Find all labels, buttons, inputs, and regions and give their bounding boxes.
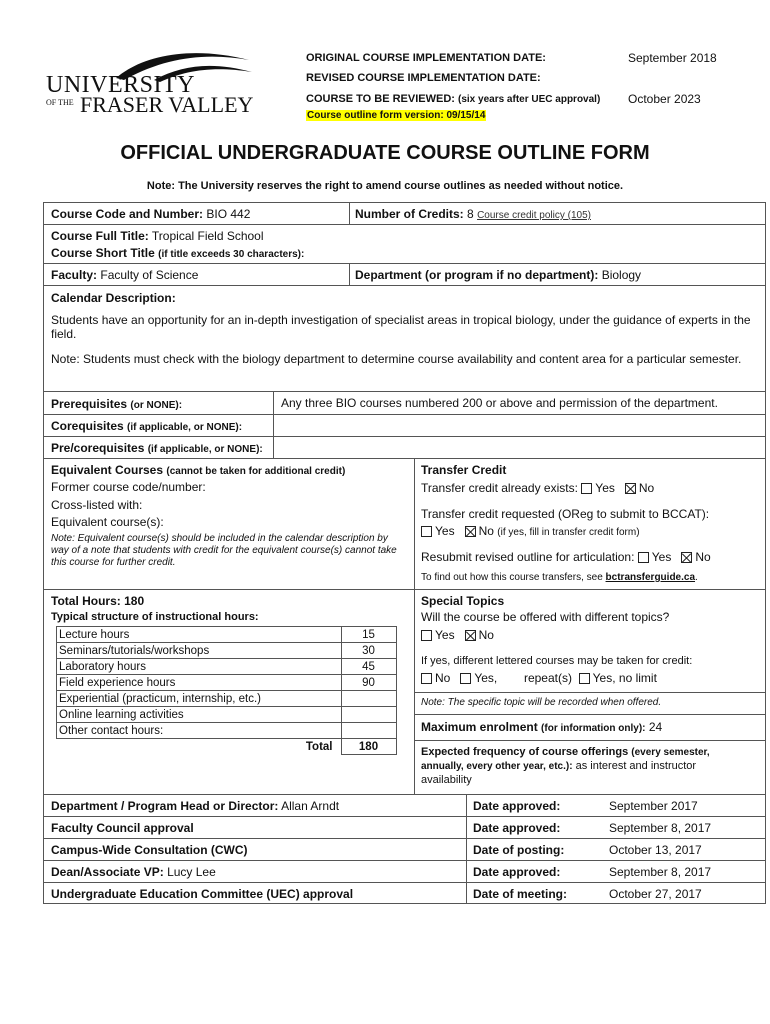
divider xyxy=(43,589,766,590)
transfer-exists-yes-checkbox[interactable] xyxy=(581,483,592,494)
precorequisites-note: (if applicable, or NONE): xyxy=(147,444,263,455)
divider xyxy=(43,882,766,883)
approval-date-value: September 8, 2017 xyxy=(609,865,712,879)
divider xyxy=(43,263,766,264)
approval-date-label: Date approved: xyxy=(473,821,561,835)
no-label: No xyxy=(478,628,494,642)
divider xyxy=(43,816,766,817)
amend-note: Note: The University reserves the right to amend course outlines as needed without notice. xyxy=(146,180,624,192)
yes-label: Yes xyxy=(435,524,455,538)
divider xyxy=(414,740,766,741)
review-label-note: (six years after UEC approval) xyxy=(458,94,601,105)
prerequisites-value: Any three BIO courses numbered 200 or above and permission of the department. xyxy=(281,396,718,410)
approval-date-value: October 27, 2017 xyxy=(609,887,702,901)
hours-table xyxy=(56,626,397,755)
approval-label: Undergraduate Education Committee (UEC) approval xyxy=(51,887,354,901)
divider xyxy=(43,860,766,861)
course-code xyxy=(51,207,250,221)
divider xyxy=(43,391,766,392)
hours-row xyxy=(57,643,397,659)
divider xyxy=(466,794,467,904)
revised-date-label: REVISED COURSE IMPLEMENTATION DATE: xyxy=(306,72,541,84)
review-date-value: October 2023 xyxy=(628,92,701,106)
max-enrolment-note: (for information only): xyxy=(541,723,646,734)
frequency-line1 xyxy=(421,746,710,758)
max-enrolment-value: 24 xyxy=(648,720,663,734)
resubmit-yes-checkbox[interactable] xyxy=(638,552,649,563)
divider xyxy=(43,794,766,795)
lettered-repeat-label: repeat(s) xyxy=(523,671,572,685)
approval-date-value: September 2017 xyxy=(609,799,698,813)
yes-label: Yes xyxy=(435,628,455,642)
faculty-label: Faculty: xyxy=(51,268,98,282)
divider xyxy=(414,714,766,715)
approval-date-label: Date approved: xyxy=(473,865,561,879)
hours-row xyxy=(57,691,397,707)
hours-row-label: Field experience hours xyxy=(57,675,342,691)
original-date-value: September 2018 xyxy=(628,51,717,65)
approval-date-value: September 8, 2017 xyxy=(609,821,712,835)
precorequisites-label: Pre/corequisites xyxy=(51,441,145,455)
no-label: No xyxy=(638,481,655,495)
special-topics-options xyxy=(421,628,494,642)
hours-row-value: 90 xyxy=(341,675,396,691)
corequisites-label: Corequisites xyxy=(51,419,124,433)
calendar-line2: field. xyxy=(51,327,77,341)
transfer-exists-no-checkbox[interactable] xyxy=(625,483,636,494)
hours-row-label: Laboratory hours xyxy=(57,659,342,675)
calendar-line1: Students have an opportunity for an in-depth investigation of specialist areas in tropical biology, under the guidance of experts in the xyxy=(51,313,751,327)
hours-total-label: Total xyxy=(305,740,333,753)
hours-row-value: 45 xyxy=(341,659,396,675)
full-title-value: Tropical Field School xyxy=(151,229,264,243)
resubmit-no-checkbox[interactable] xyxy=(681,552,692,563)
transfer-requested: Transfer credit requested (OReg to submit to BCCAT): xyxy=(421,507,710,521)
short-title-note: (if title exceeds 30 characters): xyxy=(158,249,305,260)
hours-row-value: 30 xyxy=(341,643,396,659)
logo-of-the: OF THE xyxy=(46,98,74,107)
frequency-note: (every semester, xyxy=(631,747,710,758)
approval-label: Faculty Council approval xyxy=(51,821,194,835)
prerequisites xyxy=(51,397,182,411)
equivalent-note-2: way of a note that students with credit for the equivalent course(s) cannot take xyxy=(51,545,397,556)
precorequisites xyxy=(51,441,263,455)
frequency-value: as interest and instructor xyxy=(575,760,697,772)
yes-label: Yes xyxy=(595,481,615,495)
lettered-nolimit-checkbox[interactable] xyxy=(579,673,590,684)
hours-row-value xyxy=(341,723,396,739)
approval-name: Lucy Lee xyxy=(167,865,216,879)
prerequisites-label: Prerequisites xyxy=(51,397,128,411)
approval-date-label: Date of meeting: xyxy=(473,887,568,901)
divider xyxy=(414,458,415,794)
transfer-if-yes-note: (if yes, fill in transfer credit form) xyxy=(497,527,640,538)
credits-value: 8 xyxy=(467,207,474,221)
hours-row xyxy=(57,723,397,739)
equivalent-header xyxy=(51,463,345,477)
hours-row-value: 15 xyxy=(341,627,396,643)
hours-row-label: Seminars/tutorials/workshops xyxy=(57,643,342,659)
resubmit-text: Resubmit revised outline for articulation: xyxy=(421,550,635,564)
find-out-text: To find out how this course transfers, see xyxy=(421,572,603,583)
divider xyxy=(43,285,766,286)
hours-row xyxy=(57,675,397,691)
divider xyxy=(414,692,766,693)
transfer-label: Transfer Credit xyxy=(421,463,507,477)
review-label-text: COURSE TO BE REVIEWED: xyxy=(306,93,455,105)
hours-row xyxy=(57,707,397,723)
divider xyxy=(43,436,766,437)
page-title: OFFICIAL UNDERGRADUATE COURSE OUTLINE FORM xyxy=(120,142,650,164)
lettered-no-checkbox[interactable] xyxy=(421,673,432,684)
course-code-value: BIO 442 xyxy=(206,207,251,221)
prerequisites-note: (or NONE): xyxy=(130,400,183,411)
equivalent-label-note: (cannot be taken for additional credit) xyxy=(166,466,346,477)
total-hours-label: Total Hours: xyxy=(51,594,121,608)
approval-row xyxy=(51,821,194,835)
lettered-no-label: No xyxy=(435,671,451,685)
department-label: Department (or program if no department): xyxy=(355,268,599,282)
frequency-note-2: annually, every other year, etc.): xyxy=(421,761,573,772)
hours-row-label: Experiential (practicum, internship, etc.) xyxy=(57,691,342,707)
frequency-value-2: availability xyxy=(421,774,472,786)
approval-label: Dean/Associate VP: xyxy=(51,865,164,879)
faculty xyxy=(51,268,198,282)
credit-policy-link[interactable]: Course credit policy (105) xyxy=(477,210,591,221)
divider xyxy=(43,458,766,459)
department xyxy=(355,268,641,282)
max-enrolment-label: Maximum enrolment xyxy=(421,720,538,734)
calendar-note: Note: Students must check with the biology department to determine course availability and content area for a particular semester. xyxy=(51,352,742,366)
short-title-label: Course Short Title xyxy=(51,246,155,260)
full-title-label: Course Full Title: xyxy=(51,229,149,243)
special-no-checkbox[interactable] xyxy=(465,630,476,641)
form-version: Course outline form version: 09/15/14 xyxy=(307,110,486,121)
credits-label: Number of Credits: xyxy=(355,207,464,221)
lettered-nolimit-label: Yes, no limit xyxy=(592,671,657,685)
divider xyxy=(43,414,766,415)
hours-row xyxy=(57,659,397,675)
transfer-requested-options xyxy=(421,524,640,538)
special-yes-checkbox[interactable] xyxy=(421,630,432,641)
corequisites xyxy=(51,419,242,433)
approval-label: Department / Program Head or Director: xyxy=(51,799,279,813)
approval-date-label: Date of posting: xyxy=(473,843,565,857)
no-label: No xyxy=(695,550,711,564)
lettered-yes-checkbox[interactable] xyxy=(460,673,471,684)
approval-label: Campus-Wide Consultation (CWC) xyxy=(51,843,248,857)
approval-date-value: October 13, 2017 xyxy=(609,843,702,857)
equivalent-courses: Equivalent course(s): xyxy=(51,515,164,529)
transfer-requested-no-checkbox[interactable] xyxy=(465,526,476,537)
review-label xyxy=(306,93,600,105)
special-topics-question: Will the course be offered with different topics? xyxy=(421,610,670,624)
hours-row xyxy=(57,627,397,643)
credits xyxy=(355,207,591,221)
special-topic-note: Note: The specific topic will be recorded when offered. xyxy=(421,697,662,708)
equivalent-label: Equivalent Courses xyxy=(51,463,164,477)
course-code-label: Course Code and Number: xyxy=(51,207,204,221)
logo-fraser-valley: FRASER VALLEY xyxy=(80,92,254,117)
calendar-label: Calendar Description: xyxy=(51,291,176,305)
divider xyxy=(43,224,766,225)
frequency-label: Expected frequency of course offerings xyxy=(421,746,629,758)
divider xyxy=(273,391,274,458)
hours-row-label: Other contact hours: xyxy=(57,723,342,739)
approval-name: Allan Arndt xyxy=(281,799,340,813)
transfer-requested-yes-checkbox[interactable] xyxy=(421,526,432,537)
divider xyxy=(349,202,350,224)
corequisites-note: (if applicable, or NONE): xyxy=(127,422,243,433)
equivalent-note-1: Note: Equivalent course(s) should be included in the calendar description by xyxy=(51,533,388,544)
equivalent-note-3: this course for further credit. xyxy=(51,557,176,568)
approval-row xyxy=(51,887,353,901)
transfer-exists xyxy=(421,481,654,495)
no-label: No xyxy=(478,524,494,538)
transfer-find-out xyxy=(421,572,698,583)
lettered-options xyxy=(421,671,657,685)
resubmit xyxy=(421,550,711,564)
short-title xyxy=(51,246,304,260)
hours-total-row xyxy=(57,739,397,755)
faculty-value: Faculty of Science xyxy=(100,268,199,282)
cross-listed: Cross-listed with: xyxy=(51,498,143,512)
yes-label: Yes xyxy=(651,550,672,564)
logo-university: UNIVERSITY xyxy=(46,72,195,98)
lettered-yes-label: Yes, xyxy=(474,671,498,685)
approval-row xyxy=(51,799,339,813)
total-hours xyxy=(51,594,144,608)
find-out-period: . xyxy=(695,572,698,583)
maximum-enrolment xyxy=(421,720,662,734)
hours-row-value xyxy=(341,691,396,707)
divider xyxy=(43,838,766,839)
approval-row xyxy=(51,843,248,857)
divider xyxy=(349,263,350,285)
hours-row-value xyxy=(341,707,396,723)
approval-row xyxy=(51,865,216,879)
special-topics-label: Special Topics xyxy=(421,594,505,608)
full-title xyxy=(51,229,264,243)
bctransferguide-link[interactable]: bctransferguide.ca xyxy=(605,572,696,583)
hours-row-label: Lecture hours xyxy=(57,627,342,643)
former-course: Former course code/number: xyxy=(51,480,206,494)
original-date-label: ORIGINAL COURSE IMPLEMENTATION DATE: xyxy=(306,52,546,64)
frequency-line2 xyxy=(421,760,696,772)
hours-row-label: Online learning activities xyxy=(57,707,342,723)
typical-structure-label: Typical structure of instructional hours: xyxy=(51,611,259,623)
department-value: Biology xyxy=(601,268,642,282)
university-logo xyxy=(44,50,254,120)
lettered-courses: If yes, different lettered courses may be taken for credit: xyxy=(421,655,693,667)
approval-date-label: Date approved: xyxy=(473,799,561,813)
hours-total-value: 180 xyxy=(341,739,396,755)
total-hours-value: 180 xyxy=(124,594,145,608)
transfer-exists-text: Transfer credit already exists: xyxy=(421,481,578,495)
